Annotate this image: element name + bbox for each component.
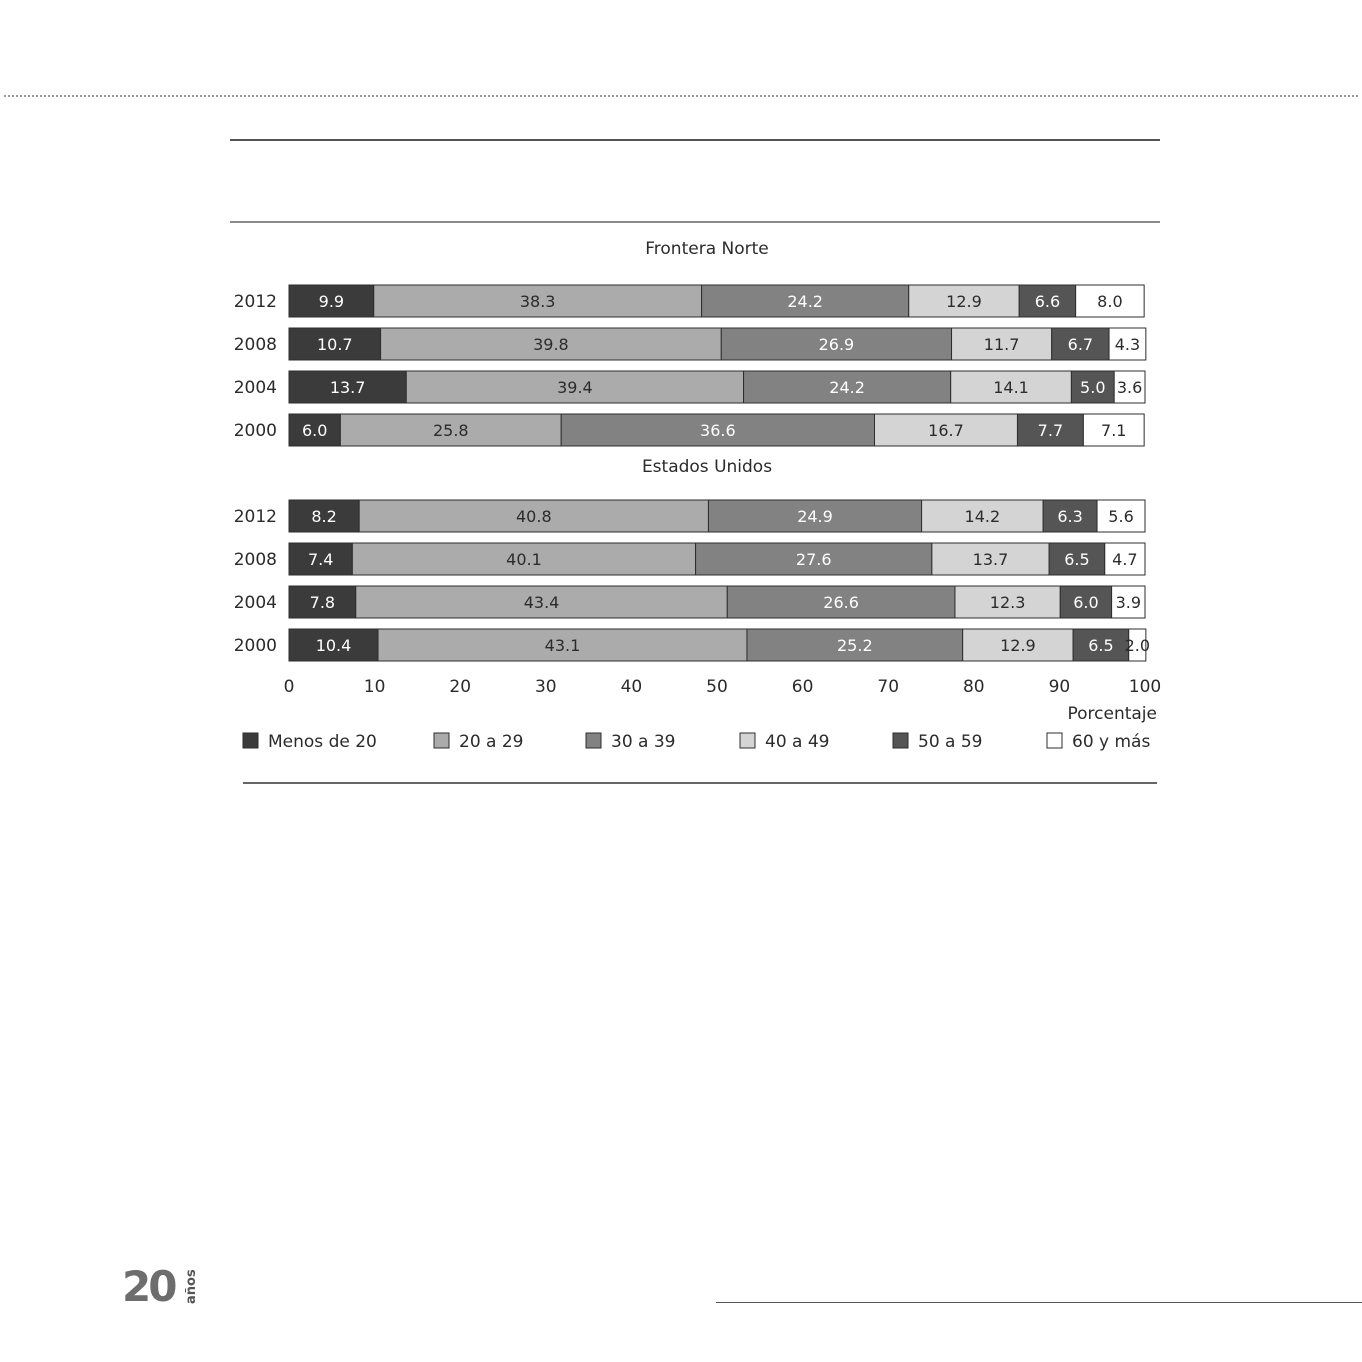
x-tick-label: 0 [283,677,295,697]
year-label: 2008 [233,550,277,570]
data-label: 10.7 [316,335,353,354]
data-label: 6.0 [301,421,328,440]
data-label: 40.8 [516,507,552,526]
year-label: 2000 [233,421,277,441]
year-label: 2004 [233,593,277,613]
x-tick-label: 40 [620,677,643,697]
legend-swatch [243,733,258,748]
legend-swatch [893,733,908,748]
data-label: 6.5 [1064,550,1090,569]
data-label: 25.2 [837,636,873,655]
data-label: 4.3 [1114,335,1141,354]
data-label: 24.9 [797,507,833,526]
data-label: 6.5 [1088,636,1114,655]
x-tick-label: 10 [363,677,386,697]
data-label: 12.9 [1000,636,1036,655]
legend-label: 60 y más [1072,732,1151,752]
data-label: 14.1 [993,378,1029,397]
data-label: 13.7 [972,550,1009,569]
legend-label: Menos de 20 [268,732,377,752]
panel-title: Frontera Norte [645,239,769,259]
legend-label: 30 a 39 [611,732,676,752]
data-label: 26.6 [823,593,859,612]
data-label: 39.8 [533,335,569,354]
data-label: 12.3 [989,593,1026,612]
data-label: 5.6 [1108,507,1134,526]
data-label: 24.2 [787,292,823,311]
data-label: 27.6 [795,550,832,569]
data-label: 12.9 [946,292,982,311]
data-label: 25.8 [432,421,469,440]
logo-word: años [184,1269,199,1304]
panel-title: Estados Unidos [641,457,773,477]
year-label: 2008 [233,335,277,355]
data-label: 6.0 [1073,593,1099,612]
data-label: 24.2 [829,378,865,397]
data-label: 6.6 [1034,292,1061,311]
legend-swatch [740,733,755,748]
data-label: 3.6 [1116,378,1143,397]
data-label: 10.4 [315,636,352,655]
x-tick-label: 60 [791,677,814,697]
data-label: 6.3 [1057,507,1083,526]
legend-swatch [1047,733,1062,748]
data-label: 8.2 [311,507,337,526]
year-label: 2012 [233,292,277,312]
data-label: 7.1 [1101,421,1127,440]
data-label: 8.0 [1097,292,1123,311]
x-tick-label: 30 [534,677,557,697]
data-label: 14.2 [964,507,1001,526]
x-tick-label: 80 [962,677,985,697]
legend-label: 20 a 29 [459,732,524,752]
data-label: 26.9 [818,335,855,354]
data-label: 7.4 [307,550,334,569]
legend-label: 50 a 59 [918,732,983,752]
data-label: 2.0 [1124,636,1151,655]
data-label: 7.8 [309,593,336,612]
x-axis-label: Porcentaje [1067,704,1157,724]
x-tick-label: 20 [449,677,472,697]
data-label: 9.9 [318,292,345,311]
data-label: 40.1 [506,550,542,569]
data-label: 16.7 [928,421,964,440]
logo-number: 20 [122,1262,175,1311]
legend-swatch [586,733,601,748]
data-label: 43.4 [523,593,560,612]
data-label: 43.1 [544,636,581,655]
data-label: 11.7 [983,335,1020,354]
year-label: 2004 [233,378,277,398]
data-label: 38.3 [519,292,556,311]
x-tick-label: 70 [877,677,900,697]
year-label: 2012 [233,507,277,527]
x-tick-label: 50 [706,677,728,697]
anniversary-logo [122,1262,222,1312]
data-label: 6.7 [1067,335,1094,354]
x-tick-label: 100 [1128,677,1162,697]
data-label: 4.7 [1112,550,1138,569]
legend-swatch [434,733,449,748]
data-label: 7.7 [1037,421,1064,440]
year-label: 2000 [233,636,277,656]
data-label: 5.0 [1080,378,1106,397]
data-label: 39.4 [557,378,593,397]
legend-label: 40 a 49 [765,732,830,752]
data-label: 3.9 [1115,593,1142,612]
x-tick-label: 90 [1048,677,1071,697]
data-label: 36.6 [700,421,736,440]
data-label: 13.7 [329,378,366,397]
